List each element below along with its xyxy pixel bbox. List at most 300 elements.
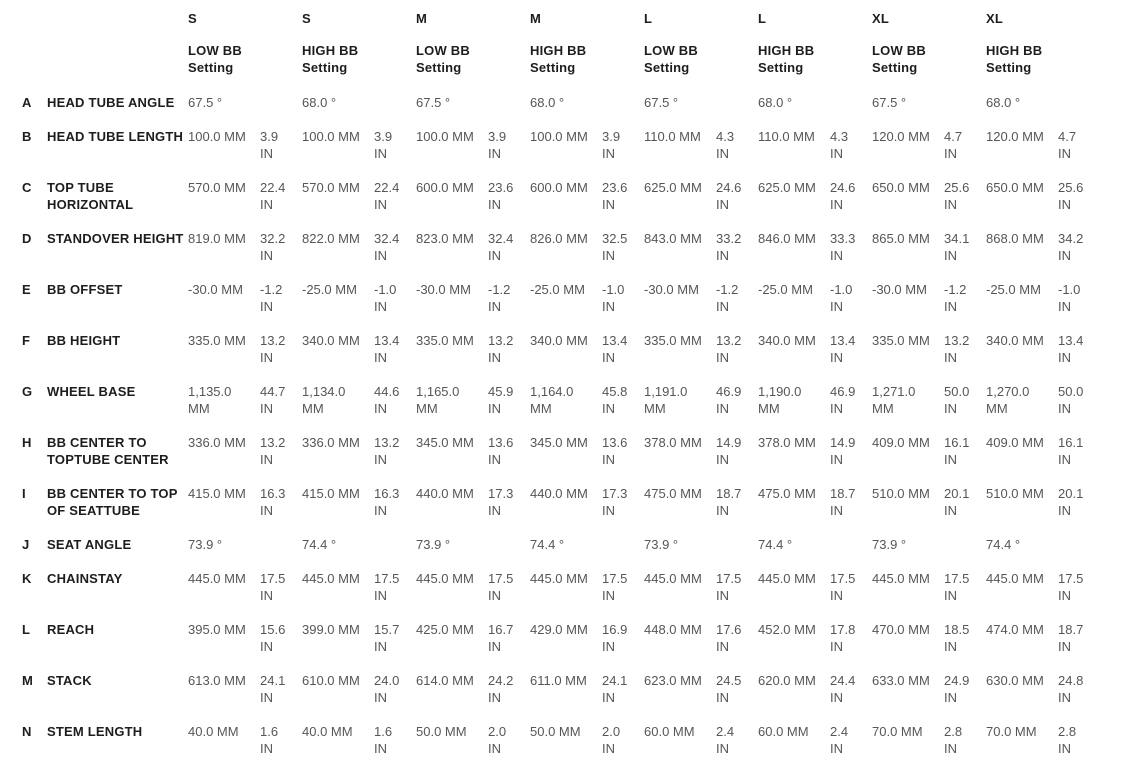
cell-in — [1058, 179, 1100, 213]
cell-in-value: 24.9 — [944, 673, 970, 688]
cell-in-unit: IN — [488, 401, 501, 416]
cell-in-value: 13.2 — [716, 333, 742, 348]
cell-in — [374, 570, 416, 604]
cell-in — [374, 179, 416, 213]
cell-in — [944, 230, 986, 264]
cell-in-unit: IN — [374, 197, 387, 212]
cell-in-unit: IN — [374, 146, 387, 161]
header-setting-line: Setting — [302, 60, 348, 75]
cell-mm: 448.0 MM — [644, 622, 702, 637]
cell-in-unit: IN — [488, 197, 501, 212]
cell-in-unit: IN — [260, 639, 273, 654]
cell-in-value: 13.2 — [488, 333, 514, 348]
cell-in — [1058, 230, 1100, 264]
cell-in-value: 3.9 — [374, 129, 393, 144]
cell-in — [944, 383, 986, 417]
cell-in-value: 46.9 — [830, 384, 856, 399]
cell-in-unit: IN — [602, 503, 615, 518]
cell-in — [602, 485, 644, 519]
cell-in-unit: IN — [260, 299, 273, 314]
cell-in-unit: IN — [260, 452, 273, 467]
cell-mm: 625.0 MM — [758, 180, 816, 195]
cell-in-value: 17.6 — [716, 622, 742, 637]
cell-angle: 74.4 ° — [302, 537, 337, 552]
cell-in — [830, 723, 872, 757]
cell-in-unit: IN — [374, 350, 387, 365]
table-row — [22, 485, 1122, 519]
cell-in-value: 44.6 — [374, 384, 400, 399]
cell-in-unit: IN — [374, 690, 387, 705]
cell-in — [602, 179, 644, 213]
cell-in-value: 17.3 — [488, 486, 514, 501]
header-setting-line: LOW BB — [416, 43, 470, 58]
cell-mm: 120.0 MM — [872, 129, 930, 144]
cell-in-value: 15.6 — [260, 622, 286, 637]
cell-in-value: 32.2 — [260, 231, 286, 246]
cell-in — [260, 723, 302, 757]
cell-in-value: 16.7 — [488, 622, 514, 637]
cell-in — [488, 434, 530, 468]
cell-in — [830, 281, 872, 315]
cell-angle: 73.9 ° — [188, 537, 223, 552]
cell-mm: 633.0 MM — [872, 673, 930, 688]
cell-mm: -30.0 MM — [416, 282, 471, 297]
cell-in-unit: IN — [716, 401, 729, 416]
row-letter: D — [22, 231, 32, 246]
cell-in-value: 32.5 — [602, 231, 628, 246]
header-setting — [302, 42, 416, 76]
cell-mm: 120.0 MM — [986, 129, 1044, 144]
cell-in-value: 16.3 — [374, 486, 400, 501]
cell-in-value: 4.3 — [716, 129, 735, 144]
cell-mm: -30.0 MM — [644, 282, 699, 297]
cell-in-value: 24.2 — [488, 673, 514, 688]
header-row-sizes — [22, 10, 1122, 27]
row-name: HEAD TUBE ANGLE — [47, 95, 175, 110]
cell-in-value: 13.2 — [260, 333, 286, 348]
header-setting-line: Setting — [872, 60, 918, 75]
cell-in — [944, 723, 986, 757]
header-setting — [644, 42, 758, 76]
cell-mm: 614.0 MM — [416, 673, 474, 688]
cell-in-value: 2.8 — [1058, 724, 1077, 739]
row-name: BB CENTER TO TOP OF SEATTUBE — [47, 486, 178, 518]
cell-in-unit: IN — [944, 299, 957, 314]
table-row — [22, 179, 1122, 213]
row-letter: H — [22, 435, 32, 450]
cell-in-value: 33.3 — [830, 231, 856, 246]
cell-in — [716, 723, 758, 757]
cell-mm: 452.0 MM — [758, 622, 816, 637]
cell-in-unit: IN — [488, 639, 501, 654]
cell-in-value: 16.3 — [260, 486, 286, 501]
cell-mm: 510.0 MM — [872, 486, 930, 501]
cell-mm: 846.0 MM — [758, 231, 816, 246]
cell-in-value: 17.5 — [602, 571, 628, 586]
cell-mm: 340.0 MM — [986, 333, 1044, 348]
cell-in-unit: IN — [830, 350, 843, 365]
cell-in — [488, 621, 530, 655]
cell-in-value: 16.1 — [1058, 435, 1084, 450]
cell-in-value: 2.8 — [944, 724, 963, 739]
cell-in — [260, 179, 302, 213]
cell-in — [488, 485, 530, 519]
header-size: M — [416, 11, 428, 26]
cell-in-value: 20.1 — [1058, 486, 1084, 501]
cell-in-value: 13.2 — [260, 435, 286, 450]
cell-in — [374, 621, 416, 655]
cell-in — [944, 281, 986, 315]
cell-in — [944, 485, 986, 519]
cell-in-unit: IN — [944, 248, 957, 263]
cell-in — [830, 570, 872, 604]
cell-in-unit: IN — [1058, 299, 1071, 314]
cell-in-unit: IN — [830, 197, 843, 212]
cell-in-unit: IN — [716, 299, 729, 314]
cell-in-unit: IN — [488, 350, 501, 365]
cell-in-unit: IN — [716, 503, 729, 518]
cell-in-value: 13.4 — [830, 333, 856, 348]
cell-mm: 826.0 MM — [530, 231, 588, 246]
cell-mm: 415.0 MM — [188, 486, 246, 501]
table-row — [22, 281, 1122, 315]
cell-in-value: 34.2 — [1058, 231, 1084, 246]
cell-in — [602, 281, 644, 315]
cell-in — [716, 570, 758, 604]
cell-in-unit: IN — [374, 248, 387, 263]
cell-in — [1058, 621, 1100, 655]
row-name: BB CENTER TO TOPTUBE CENTER — [47, 435, 169, 467]
cell-in — [260, 332, 302, 366]
cell-in-unit: IN — [602, 741, 615, 756]
row-name: STEM LENGTH — [47, 724, 143, 739]
cell-mm: 429.0 MM — [530, 622, 588, 637]
cell-in-unit: IN — [374, 588, 387, 603]
cell-in — [260, 434, 302, 468]
cell-in — [488, 230, 530, 264]
cell-in-unit: IN — [830, 146, 843, 161]
cell-in-unit: IN — [1058, 639, 1071, 654]
header-size: M — [530, 11, 542, 26]
cell-in-value: -1.0 — [374, 282, 397, 297]
cell-in-value: 17.5 — [944, 571, 970, 586]
cell-in-unit: IN — [716, 690, 729, 705]
cell-in — [944, 179, 986, 213]
cell-mm: 1,164.0 MM — [530, 384, 574, 416]
cell-in-unit: IN — [260, 503, 273, 518]
cell-mm: 425.0 MM — [416, 622, 474, 637]
cell-in-value: 16.1 — [944, 435, 970, 450]
cell-in — [944, 434, 986, 468]
cell-in-value: 13.4 — [602, 333, 628, 348]
cell-in-value: 18.7 — [1058, 622, 1084, 637]
cell-in-value: 50.0 — [1058, 384, 1084, 399]
cell-mm: -25.0 MM — [302, 282, 357, 297]
table-row — [22, 230, 1122, 264]
cell-mm: 336.0 MM — [302, 435, 360, 450]
cell-in — [374, 434, 416, 468]
cell-in — [374, 485, 416, 519]
cell-in — [1058, 332, 1100, 366]
header-size: XL — [986, 11, 1004, 26]
cell-mm: 650.0 MM — [986, 180, 1044, 195]
cell-in-unit: IN — [374, 741, 387, 756]
cell-mm: 60.0 MM — [758, 724, 809, 739]
cell-in — [716, 281, 758, 315]
cell-mm: 40.0 MM — [302, 724, 353, 739]
cell-in — [602, 434, 644, 468]
cell-in — [260, 570, 302, 604]
header-setting-line: HIGH BB — [530, 43, 587, 58]
cell-in — [374, 672, 416, 706]
cell-mm: 100.0 MM — [416, 129, 474, 144]
cell-in — [488, 128, 530, 162]
cell-mm: 340.0 MM — [758, 333, 816, 348]
cell-in-value: 17.5 — [1058, 571, 1084, 586]
row-name: STACK — [47, 673, 92, 688]
cell-mm: 1,271.0 MM — [872, 384, 916, 416]
cell-in-value: 17.5 — [716, 571, 742, 586]
row-letter: K — [22, 571, 32, 586]
cell-in-unit: IN — [374, 299, 387, 314]
cell-mm: 70.0 MM — [872, 724, 923, 739]
cell-in — [944, 570, 986, 604]
cell-in-value: 14.9 — [830, 435, 856, 450]
cell-in — [374, 332, 416, 366]
cell-in-unit: IN — [830, 690, 843, 705]
cell-in — [260, 230, 302, 264]
cell-in — [716, 332, 758, 366]
header-size: L — [758, 11, 767, 26]
cell-in-value: 13.6 — [488, 435, 514, 450]
cell-mm: 445.0 MM — [188, 571, 246, 586]
row-letter: M — [22, 673, 34, 688]
cell-mm: 378.0 MM — [644, 435, 702, 450]
row-letter: N — [22, 724, 32, 739]
cell-mm: 445.0 MM — [530, 571, 588, 586]
cell-in-unit: IN — [488, 503, 501, 518]
cell-in-unit: IN — [374, 503, 387, 518]
header-setting-line: Setting — [530, 60, 576, 75]
cell-in-value: 18.7 — [830, 486, 856, 501]
cell-in-value: 23.6 — [602, 180, 628, 195]
cell-in-value: 24.1 — [602, 673, 628, 688]
table-row — [22, 383, 1122, 417]
cell-in-value: 17.5 — [830, 571, 856, 586]
cell-angle: 74.4 ° — [758, 537, 793, 552]
cell-mm: 611.0 MM — [530, 673, 587, 688]
cell-in-unit: IN — [1058, 588, 1071, 603]
cell-in-unit: IN — [944, 503, 957, 518]
cell-mm: 340.0 MM — [302, 333, 360, 348]
cell-angle: 74.4 ° — [986, 537, 1021, 552]
cell-in-value: 4.7 — [1058, 129, 1077, 144]
cell-in — [1058, 723, 1100, 757]
cell-in — [602, 332, 644, 366]
cell-mm: 440.0 MM — [530, 486, 588, 501]
cell-in-unit: IN — [944, 401, 957, 416]
row-letter: G — [22, 384, 33, 399]
cell-in-unit: IN — [260, 401, 273, 416]
cell-mm: 475.0 MM — [758, 486, 816, 501]
cell-in — [830, 332, 872, 366]
cell-in — [1058, 672, 1100, 706]
cell-in — [830, 434, 872, 468]
cell-in — [716, 672, 758, 706]
cell-in-value: 25.6 — [944, 180, 970, 195]
cell-in-unit: IN — [1058, 452, 1071, 467]
cell-in-value: 2.0 — [602, 724, 621, 739]
cell-in-value: 15.7 — [374, 622, 400, 637]
cell-in-value: 45.9 — [488, 384, 514, 399]
cell-in — [602, 230, 644, 264]
cell-mm: 340.0 MM — [530, 333, 588, 348]
header-setting-line: Setting — [416, 60, 462, 75]
row-name: BB HEIGHT — [47, 333, 121, 348]
header-setting — [416, 42, 530, 76]
cell-in — [602, 672, 644, 706]
cell-in — [830, 383, 872, 417]
cell-mm: 335.0 MM — [872, 333, 930, 348]
header-size: L — [644, 11, 653, 26]
cell-in — [260, 485, 302, 519]
cell-in — [374, 230, 416, 264]
cell-in — [260, 281, 302, 315]
cell-in-value: 13.2 — [374, 435, 400, 450]
cell-mm: 1,165.0 MM — [416, 384, 460, 416]
cell-mm: 600.0 MM — [530, 180, 588, 195]
cell-in-unit: IN — [1058, 146, 1071, 161]
cell-in-value: 24.4 — [830, 673, 856, 688]
cell-in-value: 16.9 — [602, 622, 628, 637]
cell-mm: 1,191.0 MM — [644, 384, 688, 416]
cell-in — [1058, 485, 1100, 519]
cell-mm: 1,270.0 MM — [986, 384, 1030, 416]
cell-in-value: 3.9 — [488, 129, 507, 144]
cell-in-unit: IN — [830, 503, 843, 518]
cell-in-value: 13.2 — [944, 333, 970, 348]
cell-in-value: 1.6 — [260, 724, 279, 739]
cell-in — [944, 332, 986, 366]
cell-in — [602, 128, 644, 162]
cell-in — [374, 383, 416, 417]
cell-mm: 110.0 MM — [758, 129, 815, 144]
cell-mm: 620.0 MM — [758, 673, 816, 688]
cell-in — [830, 621, 872, 655]
cell-mm: 335.0 MM — [644, 333, 702, 348]
row-name: BB OFFSET — [47, 282, 123, 297]
row-letter: E — [22, 282, 31, 297]
cell-in — [602, 723, 644, 757]
cell-mm: 630.0 MM — [986, 673, 1044, 688]
cell-in-unit: IN — [602, 401, 615, 416]
cell-in-value: 17.5 — [260, 571, 286, 586]
header-setting-line: LOW BB — [644, 43, 698, 58]
cell-in — [716, 230, 758, 264]
cell-mm: 345.0 MM — [416, 435, 474, 450]
cell-in-value: 24.6 — [830, 180, 856, 195]
row-name: CHAINSTAY — [47, 571, 123, 586]
header-setting — [872, 42, 986, 76]
cell-in-unit: IN — [602, 452, 615, 467]
cell-in-unit: IN — [1058, 248, 1071, 263]
cell-in — [602, 570, 644, 604]
cell-in — [716, 434, 758, 468]
row-letter: F — [22, 333, 31, 348]
cell-mm: 440.0 MM — [416, 486, 474, 501]
cell-in-unit: IN — [944, 350, 957, 365]
cell-in-value: 46.9 — [716, 384, 742, 399]
cell-in-value: -1.2 — [716, 282, 739, 297]
cell-in-value: 34.1 — [944, 231, 970, 246]
table-row — [22, 536, 1122, 553]
cell-mm: -25.0 MM — [758, 282, 813, 297]
cell-mm: 445.0 MM — [872, 571, 930, 586]
cell-in — [830, 179, 872, 213]
cell-in — [944, 128, 986, 162]
cell-in-unit: IN — [488, 690, 501, 705]
cell-in — [830, 485, 872, 519]
cell-in-unit: IN — [830, 741, 843, 756]
header-setting — [530, 42, 644, 76]
header-setting-line: HIGH BB — [302, 43, 359, 58]
header-setting — [986, 42, 1100, 76]
cell-in-unit: IN — [830, 299, 843, 314]
cell-in-unit: IN — [260, 690, 273, 705]
cell-in-value: 18.5 — [944, 622, 970, 637]
cell-mm: 613.0 MM — [188, 673, 246, 688]
cell-mm: 1,190.0 MM — [758, 384, 802, 416]
cell-in-value: 33.2 — [716, 231, 742, 246]
table-row — [22, 128, 1122, 162]
cell-in-unit: IN — [944, 588, 957, 603]
cell-mm: 625.0 MM — [644, 180, 702, 195]
cell-in-unit: IN — [716, 146, 729, 161]
cell-mm: 409.0 MM — [872, 435, 930, 450]
cell-in — [716, 485, 758, 519]
cell-angle: 68.0 ° — [986, 95, 1021, 110]
cell-in — [260, 621, 302, 655]
cell-in-value: 4.7 — [944, 129, 963, 144]
cell-mm: 868.0 MM — [986, 231, 1044, 246]
cell-in — [488, 332, 530, 366]
cell-mm: -25.0 MM — [986, 282, 1041, 297]
cell-in-value: 24.0 — [374, 673, 400, 688]
cell-in-value: -1.2 — [488, 282, 511, 297]
cell-mm: 335.0 MM — [188, 333, 246, 348]
cell-in-unit: IN — [716, 350, 729, 365]
cell-in-value: 25.6 — [1058, 180, 1084, 195]
cell-mm: 110.0 MM — [644, 129, 701, 144]
cell-mm: 865.0 MM — [872, 231, 930, 246]
cell-mm: 50.0 MM — [530, 724, 581, 739]
cell-in-value: 22.4 — [260, 180, 286, 195]
cell-mm: 445.0 MM — [644, 571, 702, 586]
table-row — [22, 94, 1122, 111]
cell-mm: 445.0 MM — [758, 571, 816, 586]
row-letter: A — [22, 95, 32, 110]
cell-angle: 73.9 ° — [416, 537, 451, 552]
cell-angle: 73.9 ° — [644, 537, 679, 552]
row-letter: L — [22, 622, 31, 637]
cell-in — [602, 621, 644, 655]
cell-angle: 74.4 ° — [530, 537, 565, 552]
cell-in-value: 13.6 — [602, 435, 628, 450]
cell-angle: 67.5 ° — [188, 95, 223, 110]
cell-in-unit: IN — [944, 741, 957, 756]
cell-in — [374, 723, 416, 757]
cell-in-unit: IN — [488, 452, 501, 467]
